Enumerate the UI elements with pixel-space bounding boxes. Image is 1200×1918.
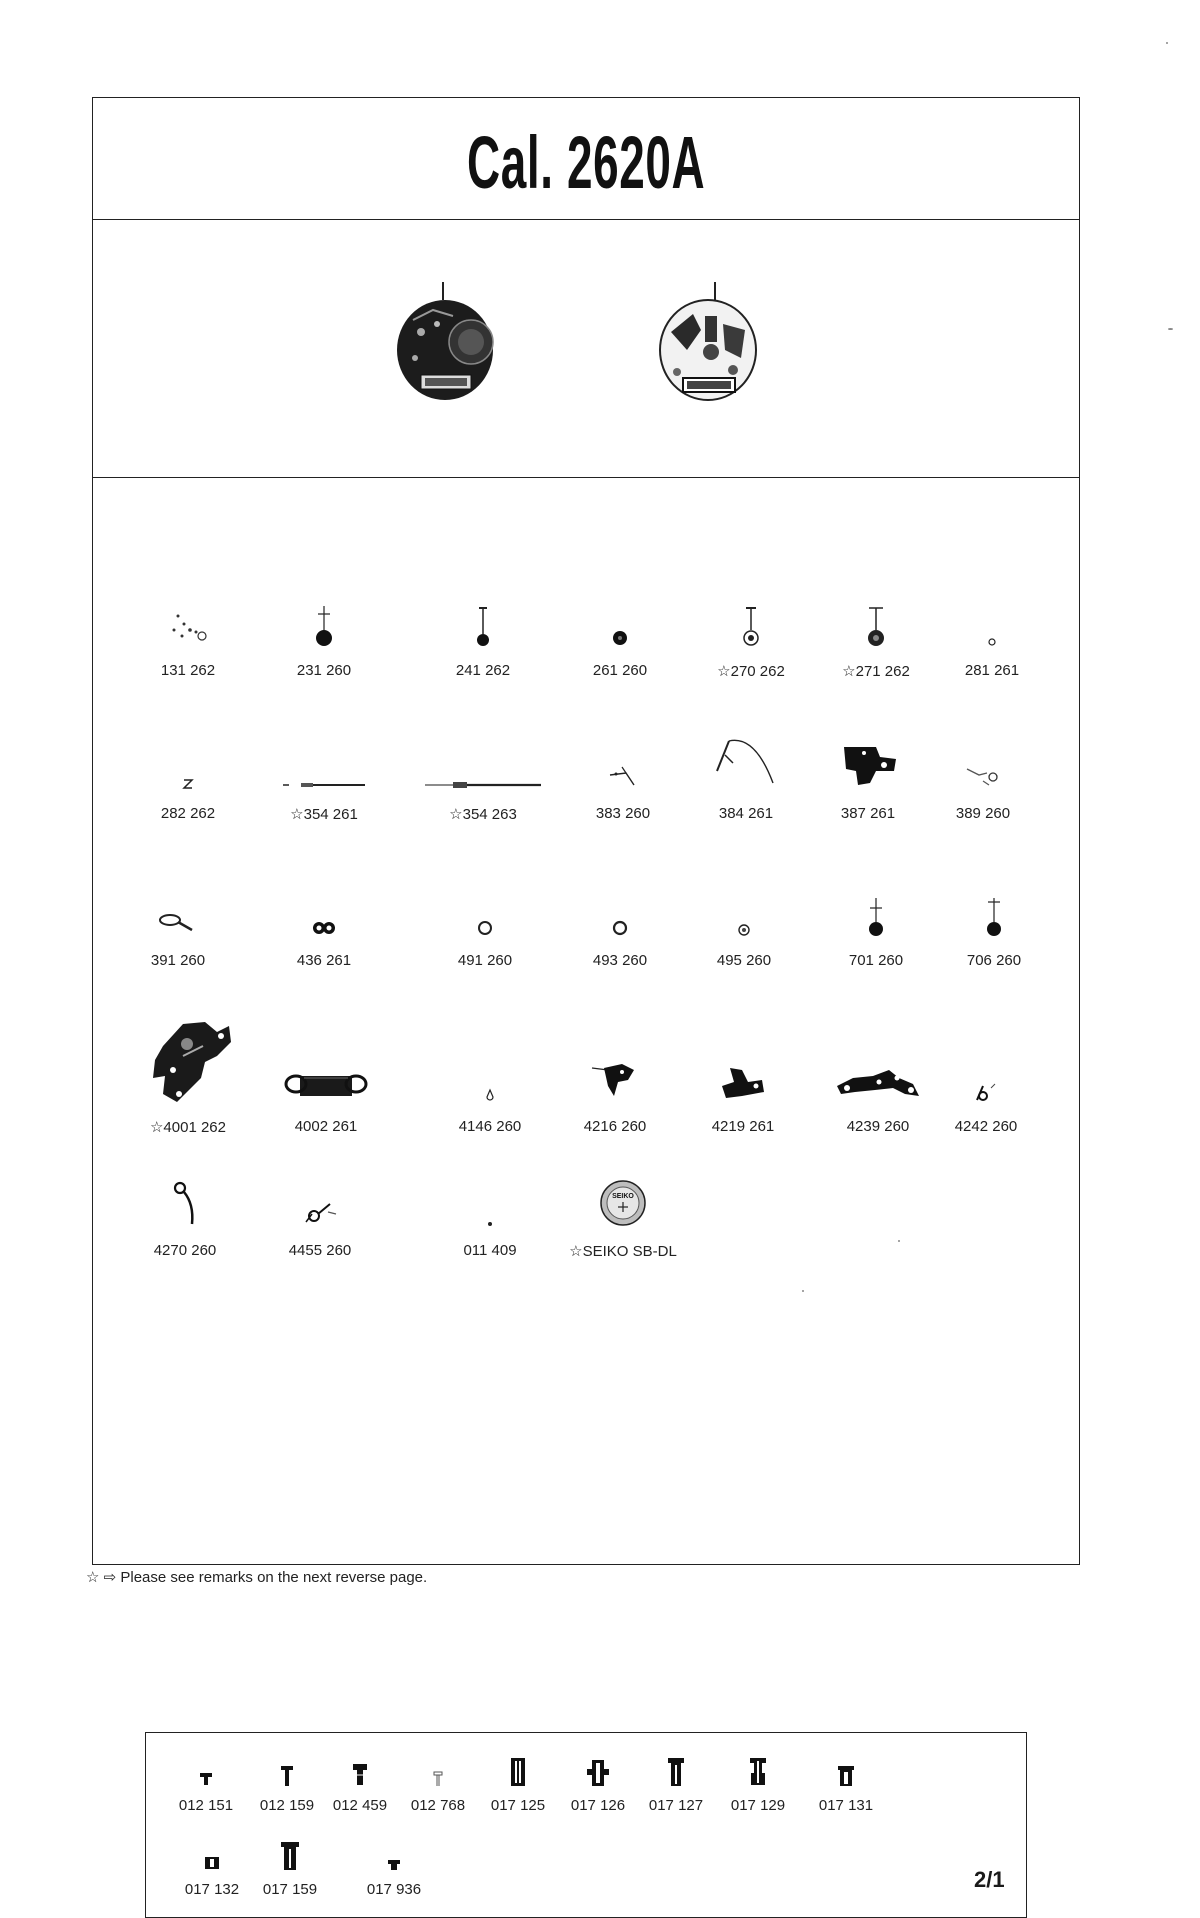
- part-number: 4002 261: [294, 1118, 358, 1135]
- screw-icon: [801, 1751, 891, 1787]
- part-item: [681, 578, 821, 680]
- screw-icon: [553, 1751, 643, 1787]
- screw-icon: [473, 1751, 563, 1787]
- part-item: [550, 578, 690, 679]
- part-item: [916, 1014, 1056, 1135]
- screw-number: 017 132: [184, 1881, 240, 1898]
- wheel-with-pinion-icon: [254, 578, 394, 648]
- winding-stem-icon: [413, 721, 553, 791]
- battery-clamp-icon: [256, 1014, 396, 1104]
- screw-icon: [631, 1751, 721, 1787]
- screw-number: 012 159: [259, 1797, 315, 1814]
- battery-cell-icon: [553, 1158, 693, 1228]
- part-number: 261 260: [592, 662, 648, 679]
- yoke-icon: [108, 868, 248, 938]
- lever-spring-icon: [545, 1014, 685, 1104]
- part-item: [553, 721, 693, 822]
- scale-indicator: 2/1: [974, 1867, 1005, 1892]
- screw-item: [315, 1751, 405, 1814]
- hook-spring-icon: [115, 1158, 255, 1228]
- part-number: 282 262: [160, 805, 216, 822]
- part-item: [118, 721, 258, 822]
- washer-icon: [674, 868, 814, 938]
- part-item: [924, 868, 1064, 969]
- click-spring-icon: [913, 721, 1053, 791]
- part-number: 131 262: [160, 662, 216, 679]
- screw-item: [473, 1751, 563, 1814]
- screw-number: 017 127: [648, 1797, 704, 1814]
- part-item: [254, 721, 394, 823]
- screw-item: [349, 1835, 439, 1898]
- screws-box: [145, 1732, 1027, 1918]
- part-item: [545, 1014, 685, 1135]
- screw-number: 017 129: [730, 1797, 786, 1814]
- screw-number: 017 126: [570, 1797, 626, 1814]
- part-item: [913, 721, 1053, 822]
- screw-icon: [161, 1751, 251, 1787]
- screw-item: [553, 1751, 643, 1814]
- part-number: 384 261: [718, 805, 774, 822]
- part-number: ☆354 261: [290, 806, 358, 823]
- wheel-with-pinion-icon: [413, 578, 553, 648]
- part-item: [108, 868, 248, 969]
- screw-item: [245, 1835, 335, 1898]
- scan-speck: [1166, 42, 1168, 44]
- screw-number: 012 768: [410, 1797, 466, 1814]
- part-number: ☆4001 262: [149, 1119, 226, 1136]
- part-item: [254, 868, 394, 969]
- part-item: [922, 578, 1062, 679]
- screw-number: 012 459: [332, 1797, 388, 1814]
- part-item: [256, 1014, 396, 1135]
- movement-photo-box: [93, 220, 1079, 478]
- part-number: 4216 260: [583, 1118, 647, 1135]
- part-item: [550, 868, 690, 969]
- part-item: [118, 1014, 258, 1136]
- part-number: 706 260: [966, 952, 1022, 969]
- part-item: [250, 1158, 390, 1259]
- part-item: [553, 1158, 693, 1260]
- part-number: 701 260: [848, 952, 904, 969]
- small-lever-icon: [916, 1014, 1056, 1104]
- main-plate-icon: [118, 1014, 258, 1104]
- scan-speck: [898, 1240, 900, 1242]
- part-number: 391 260: [150, 952, 206, 969]
- ring-icon: [550, 868, 690, 938]
- screw-item: [167, 1835, 257, 1898]
- part-number: 383 260: [595, 805, 651, 822]
- battery-label: SEIKO: [612, 1193, 634, 1200]
- wheel-icon: [550, 578, 690, 648]
- caliber-title: Cal. 2620A: [466, 121, 706, 204]
- screw-icon: [393, 1751, 483, 1787]
- part-item: [413, 721, 553, 823]
- movement-back-photo: [653, 280, 763, 410]
- small-spring-icon: [118, 721, 258, 791]
- part-number: 231 260: [296, 662, 352, 679]
- gear-wheel-icon: [681, 578, 821, 648]
- part-number: 491 260: [457, 952, 513, 969]
- part-number: 4239 260: [846, 1118, 910, 1135]
- part-item: [415, 868, 555, 969]
- part-item: [413, 578, 553, 679]
- scan-speck: [802, 1290, 804, 1292]
- small-ring-icon: [922, 578, 1062, 648]
- screw-icon: [167, 1835, 257, 1871]
- part-number: 4219 261: [711, 1118, 775, 1135]
- part-item: [676, 721, 816, 822]
- winding-stem-icon: [254, 721, 394, 791]
- part-number: 4242 260: [954, 1118, 1018, 1135]
- part-number: 436 261: [296, 952, 352, 969]
- part-number: 389 260: [955, 805, 1011, 822]
- screw-number: 017 131: [818, 1797, 874, 1814]
- spring-wire-icon: [676, 721, 816, 791]
- part-item: [674, 868, 814, 969]
- part-item: [118, 578, 258, 679]
- scan-speck: [1168, 328, 1173, 330]
- part-number: 4455 260: [288, 1242, 352, 1259]
- ring-icon: [415, 868, 555, 938]
- part-number: ☆271 262: [842, 663, 910, 680]
- part-number: 387 261: [840, 805, 896, 822]
- screw-item: [713, 1751, 803, 1814]
- part-item: [254, 578, 394, 679]
- footnote: ☆ ⇨ Please see remarks on the next reverse page.: [86, 1569, 428, 1586]
- title-box: [93, 98, 1079, 220]
- part-item: [420, 1014, 560, 1135]
- screw-number: 017 125: [490, 1797, 546, 1814]
- part-number: ☆354 263: [449, 806, 517, 823]
- screw-icon: [349, 1835, 439, 1871]
- screw-item: [801, 1751, 891, 1814]
- tiny-dot-icon: [420, 1158, 560, 1228]
- screw-number: 017 936: [366, 1881, 422, 1898]
- part-number: 493 260: [592, 952, 648, 969]
- setting-spring-icon: [250, 1158, 390, 1228]
- part-item: [673, 1014, 813, 1135]
- part-number: ☆270 262: [717, 663, 785, 680]
- part-number: 4270 260: [153, 1242, 217, 1259]
- part-number: 4146 260: [458, 1118, 522, 1135]
- part-number: 495 260: [716, 952, 772, 969]
- part-item: [115, 1158, 255, 1259]
- wheel-with-pinion-icon: [924, 868, 1064, 938]
- part-number: ☆SEIKO SB-DL: [569, 1243, 677, 1260]
- part-number: 011 409: [463, 1242, 517, 1259]
- part-dot-cluster-icon: [118, 578, 258, 648]
- part-number: 281 261: [964, 662, 1020, 679]
- small-jewel-icon: [420, 1014, 560, 1104]
- screw-item: [393, 1751, 483, 1814]
- part-item: [420, 1158, 560, 1259]
- screw-number: 017 159: [262, 1881, 318, 1898]
- double-ring-icon: [254, 868, 394, 938]
- train-bridge-icon: [673, 1014, 813, 1104]
- lever-icon: [553, 721, 693, 791]
- movement-front-photo: [393, 280, 503, 410]
- screw-icon: [315, 1751, 405, 1787]
- screw-item: [161, 1751, 251, 1814]
- screw-icon: [713, 1751, 803, 1787]
- part-number: 241 262: [455, 662, 511, 679]
- screw-icon: [245, 1835, 335, 1871]
- screw-number: 012 151: [178, 1797, 234, 1814]
- screw-item: [631, 1751, 721, 1814]
